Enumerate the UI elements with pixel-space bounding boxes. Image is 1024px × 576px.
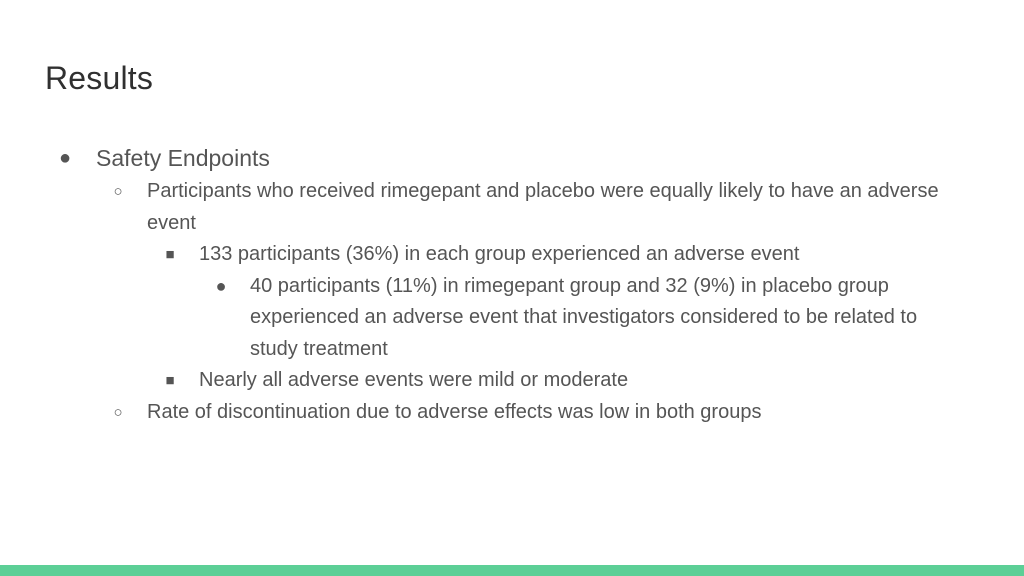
bullet-text: Participants who received rimegepant and placebo were equally likely to have an adverse event xyxy=(147,180,939,234)
bullet-item-safety-endpoints xyxy=(0,140,1024,176)
bullet-list xyxy=(0,140,1024,428)
hollow-circle-bullet-icon: ○ xyxy=(113,183,123,200)
filled-circle-bullet-icon: ● xyxy=(58,147,72,169)
square-bullet-icon: ■ xyxy=(165,372,175,389)
bullet-item-equal-likelihood xyxy=(0,176,1024,239)
bullet-text: 40 participants (11%) in rimegepant group and 32 (9%) in placebo group experienced an adverse event that investigators considered to be related to study treatment xyxy=(250,274,918,360)
bullet-text: Nearly all adverse events were mild or moderate xyxy=(199,369,629,391)
footer-accent-bar xyxy=(0,565,1024,576)
bullet-text: 133 participants (36%) in each group experienced an adverse event xyxy=(199,243,800,265)
bullet-text: Safety Endpoints xyxy=(96,145,270,171)
bullet-item-mild-moderate xyxy=(0,365,1024,397)
bullet-text: Rate of discontinuation due to adverse effects was low in both groups xyxy=(147,400,762,423)
bullet-item-40-participants xyxy=(0,271,1024,366)
slide-title: Results xyxy=(45,60,154,96)
filled-circle-bullet-icon: ● xyxy=(215,275,227,296)
bullet-item-discontinuation xyxy=(0,397,1024,429)
square-bullet-icon: ■ xyxy=(165,246,175,263)
bullet-item-133-participants xyxy=(0,239,1024,271)
hollow-circle-bullet-icon: ○ xyxy=(113,403,123,421)
